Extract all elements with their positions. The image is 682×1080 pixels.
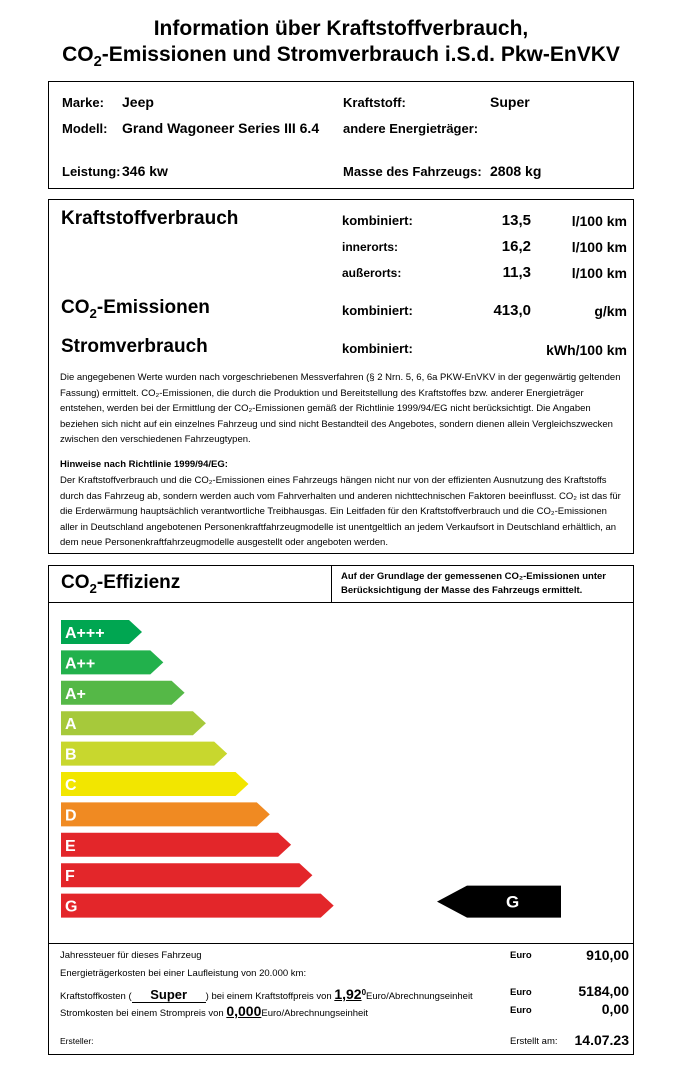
ausserorts-unit: l/100 km xyxy=(571,265,627,281)
page-subtitle xyxy=(0,42,682,75)
stromkosten-pre: Stromkosten bei einem Strompreis von xyxy=(60,1008,224,1019)
efficiency-class-b-arrow xyxy=(61,742,227,766)
innerorts-unit: l/100 km xyxy=(571,239,627,255)
strom-currency: Euro xyxy=(510,1005,532,1016)
steuer-label: Jahressteuer für dieses Fahrzeug xyxy=(60,950,202,961)
kraftstoffverbrauch-heading: Kraftstoffverbrauch xyxy=(61,208,239,229)
strom-price: 0,000 xyxy=(226,1003,262,1019)
efficiency-class-label: A+ xyxy=(65,685,86,703)
efficiency-heading-rest: -Effizienz xyxy=(96,572,181,593)
disclaimer-paragraph: Die angegebenen Werte wurden nach vorgeschriebenen Messverfahren (§ 2 Nrn. 5, 6, 6a PKW-EnVKV in der gegenwärtig geltenden Fassung) ermittelt. CO₂-Emissionen, die durch die Produktion und Bereitstellung des Kraftstoffes bzw. anderer Energieträger entstehen, werden bei der Ermittlung der CO₂-Emissionen gemäß der Richtlinie 1999/94/EG nicht berücksichtigt. Die Angaben beziehen sich nicht auf ein einzelnes Fahrzeug und sind nicht Bestandteil des Angebotes, sondern dienen allein Vergleichszwecken zwischen den verschiedenen Fahrzeugtypen. xyxy=(60,372,621,445)
leistung-label: Leistung: xyxy=(62,164,121,179)
kraftstoffkosten-type: Super xyxy=(132,987,206,1003)
strom-cost-value: 0,00 xyxy=(601,1001,629,1017)
kraftstoffkosten-line xyxy=(60,986,473,1003)
efficiency-class-label: G xyxy=(65,898,78,916)
page-title: Information über Kraftstoffverbrauch, xyxy=(153,17,529,40)
efficiency-class-label: A++ xyxy=(65,655,96,673)
kraftstoff-price-sup: 0 xyxy=(361,987,367,997)
kraftstoff-value: Super xyxy=(490,94,530,110)
subtitle-rest: -Emissionen und Stromverbrauch i.S.d. Pkw-EnVKV xyxy=(101,43,620,66)
andere-label: andere Energieträger: xyxy=(343,121,479,136)
innerorts-value: 16,2 xyxy=(501,238,531,255)
efficiency-class-a-arrow xyxy=(61,711,206,735)
strom-kombiniert-label: kombiniert: xyxy=(342,341,413,356)
modell-value: Grand Wagoneer Series III 6.4 xyxy=(122,120,320,136)
efficiency-scale xyxy=(49,566,633,1054)
masse-value: 2808 kg xyxy=(490,163,542,179)
efficiency-class-f-arrow xyxy=(61,863,312,887)
efficiency-box xyxy=(48,565,634,1055)
kraftstoffkosten-post: Euro/Abrechnungseinheit xyxy=(366,991,473,1002)
co2-heading-sub: 2 xyxy=(89,305,97,321)
co2-heading-co: CO xyxy=(61,297,90,318)
efficiency-note-line2: Berücksichtigung der Masse des Fahrzeugs ermittelt. xyxy=(341,585,583,596)
efficiency-class-label: A+++ xyxy=(65,625,105,642)
masse-label: Masse des Fahrzeugs: xyxy=(343,164,482,179)
stromkosten-post: Euro/Abrechnungseinheit xyxy=(261,1008,369,1019)
co2-heading xyxy=(61,297,210,321)
efficiency-class-g-arrow xyxy=(61,894,334,918)
efficiency-class-label: F xyxy=(65,868,75,886)
ausserorts-label: außerorts: xyxy=(342,266,402,280)
consumption-box xyxy=(48,199,634,554)
co2-unit: g/km xyxy=(594,303,627,319)
kraftstoff-cost-value: 5184,00 xyxy=(578,983,629,999)
stromkosten-line xyxy=(60,1003,368,1019)
kraftstoffkosten-pre: Kraftstoffkosten ( xyxy=(60,991,132,1002)
leistung-value: 346 kw xyxy=(122,163,168,179)
kraftstoff-currency: Euro xyxy=(510,987,532,998)
kraftstoffkosten-mid: ) bei einem Kraftstoffpreis von xyxy=(205,991,332,1002)
efficiency-class-e-arrow xyxy=(61,833,291,857)
kraftstoff-price: 1,92 xyxy=(334,986,362,1002)
kraftstoff-label: Kraftstoff: xyxy=(343,95,406,110)
efficiency-class-label: C xyxy=(65,777,77,794)
efficiency-class-c-arrow xyxy=(61,772,249,796)
ersteller-label: Ersteller: xyxy=(60,1036,94,1046)
co2-kombiniert-label: kombiniert: xyxy=(342,303,413,318)
rating-indicator-arrow xyxy=(437,886,561,918)
ausserorts-value: 11,3 xyxy=(502,264,531,281)
steuer-value: 910,00 xyxy=(586,947,629,963)
energie-label: Energieträgerkosten bei einer Laufleistung von 20.000 km: xyxy=(60,968,307,979)
erstellt-label: Erstellt am: xyxy=(510,1036,558,1047)
stromverbrauch-heading: Stromverbrauch xyxy=(61,336,208,357)
efficiency-class-label: A xyxy=(65,716,77,734)
efficiency-class-label: B xyxy=(65,746,77,764)
innerorts-label: innerorts: xyxy=(342,240,399,254)
hinweis-heading: Hinweise nach Richtlinie 1999/94/EG: xyxy=(60,459,228,470)
kombiniert-label: kombiniert: xyxy=(342,213,413,228)
subtitle-co: CO xyxy=(62,43,94,66)
efficiency-class-label: D xyxy=(65,807,77,825)
rating-indicator-label: G xyxy=(506,892,520,912)
strom-unit: kWh/100 km xyxy=(546,342,627,358)
kombiniert-value: 13,5 xyxy=(501,212,531,229)
subtitle-sub: 2 xyxy=(93,54,102,71)
efficiency-class-label: E xyxy=(65,837,76,855)
steuer-currency: Euro xyxy=(510,950,532,961)
erstellt-value: 14.07.23 xyxy=(574,1032,629,1048)
marke-value: Jeep xyxy=(122,94,154,110)
efficiency-heading-co: CO xyxy=(61,572,90,593)
marke-label: Marke: xyxy=(62,95,104,110)
efficiency-heading-sub: 2 xyxy=(89,580,97,596)
hinweis-paragraph: Der Kraftstoffverbrauch und die CO₂-Emissionen eines Fahrzeugs hängen nicht nur von der effizienten Ausnutzung des Kraftstoffs durch das Fahrzeug ab, sondern werden auch vom Fahrverhalten und anderen nichttechnischen Faktoren beeinflusst. CO₂ ist das für die Erderwärmung hauptsächlich verantwortliche Treibhausgas. Ein Leitfaden für den Kraftstoffverbrauch und die CO₂-Emissionen aller in Deutschland angebotenen Personenkraftfahrzeugmodelle ist unentgeltlich an jedem Verkaufsort in Deutschland erhältlich, an dem neue Personenkraftfahrzeugmodelle ausgestellt oder angeboten werden. xyxy=(60,475,621,548)
vehicle-info-box xyxy=(48,81,634,189)
costs-divider xyxy=(49,943,633,944)
co2-value: 413,0 xyxy=(493,302,531,319)
efficiency-note-line1: Auf der Grundlage der gemessenen CO₂-Emissionen unter xyxy=(341,571,606,582)
efficiency-class-d-arrow xyxy=(61,802,270,826)
kombiniert-unit: l/100 km xyxy=(571,213,627,229)
modell-label: Modell: xyxy=(62,121,108,136)
co2-heading-rest: -Emissionen xyxy=(96,297,210,318)
